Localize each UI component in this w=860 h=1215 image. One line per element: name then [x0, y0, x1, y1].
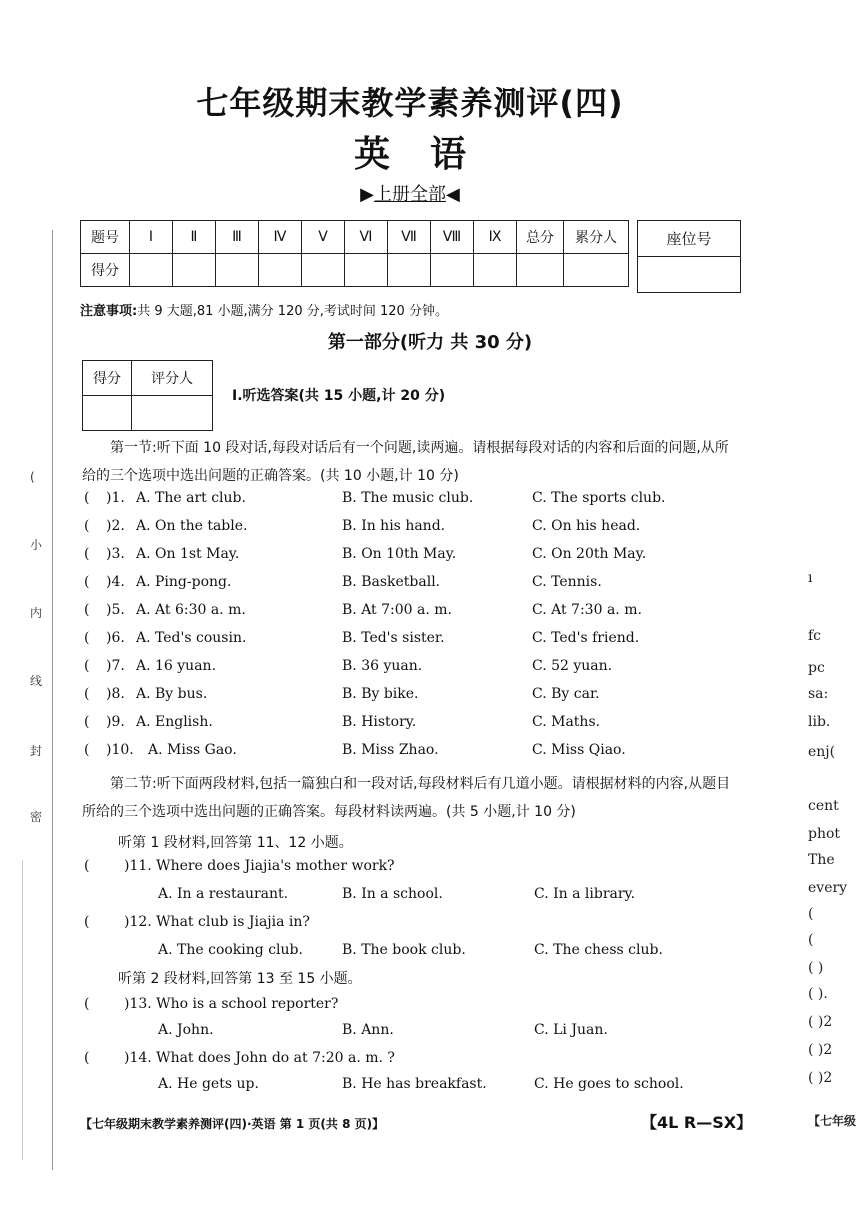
option-c: C. He goes to school.	[534, 1076, 684, 1092]
list-item	[82, 742, 742, 770]
question-number: )8.	[106, 686, 125, 702]
page-footer: 【七年级期末教学素养测评(四)·英语 第 1 页(共 8 页)】	[80, 1117, 385, 1131]
option-c: C. At 7:30 a. m.	[532, 602, 642, 618]
next-page-fragment: (	[808, 906, 814, 922]
score-header-cell: 累分人	[564, 221, 629, 254]
question-line	[82, 1050, 742, 1078]
option-c: C. By car.	[532, 686, 600, 702]
answer-paren: (	[84, 546, 90, 562]
grader-name-cell	[132, 396, 213, 431]
score-cell	[517, 254, 564, 287]
answer-paren: (	[84, 996, 90, 1012]
option-a: A. On the table.	[136, 518, 248, 534]
answer-paren: (	[84, 518, 90, 534]
next-page-fragment: ( )2	[808, 1070, 833, 1086]
option-c: C. On 20th May.	[532, 546, 647, 562]
score-cell	[130, 254, 173, 287]
list-item	[82, 574, 742, 602]
score-cell	[564, 254, 629, 287]
exam-title: 七年级期末教学素养测评(四)	[196, 84, 624, 122]
triangle-right-icon: ▶	[360, 184, 374, 205]
listen-instruction: 听第 1 段材料,回答第 11、12 小题。	[118, 835, 353, 851]
answer-paren: (	[84, 490, 90, 506]
option-c: C. 52 yuan.	[532, 658, 613, 674]
next-page-fragment: lib.	[808, 714, 831, 730]
option-a: A. English.	[136, 714, 213, 730]
notice	[80, 300, 448, 319]
grader-box	[82, 360, 213, 431]
score-header-cell: Ⅰ	[130, 221, 173, 254]
question-number: )1.	[106, 490, 125, 506]
grader-score-label: 得分	[83, 361, 132, 396]
answer-paren: (	[84, 686, 90, 702]
score-header-cell: Ⅸ	[474, 221, 517, 254]
next-page-fragment: every	[808, 880, 848, 896]
score-cell	[345, 254, 388, 287]
next-page-fragment: ( )	[808, 960, 824, 976]
answer-paren: (	[84, 914, 90, 930]
option-c: C. Maths.	[532, 714, 601, 730]
score-header-cell: Ⅳ	[259, 221, 302, 254]
question-number: )5.	[106, 602, 125, 618]
margin-char: 密	[30, 810, 43, 824]
option-a: A. Ted's cousin.	[136, 630, 247, 646]
page-code: 【4L R—SX】	[641, 1113, 753, 1132]
list-item	[82, 518, 742, 546]
option-a: A. 16 yuan.	[136, 658, 217, 674]
margin-char: 封	[30, 744, 43, 758]
next-page-fragment: ( )2	[808, 1014, 833, 1030]
score-header-cell: Ⅱ	[173, 221, 216, 254]
option-b: B. Ann.	[342, 1022, 394, 1038]
seat-table	[637, 220, 741, 293]
seat-label: 座位号	[638, 221, 741, 257]
question-number: )2.	[106, 518, 125, 534]
grader-score-cell	[83, 396, 132, 431]
list-item	[82, 602, 742, 630]
options-line	[82, 942, 742, 970]
options-line	[82, 1076, 742, 1104]
score-header-cell: 总分	[517, 221, 564, 254]
score-table-score-row	[81, 254, 629, 287]
option-b: B. In a school.	[342, 886, 443, 902]
score-cell	[216, 254, 259, 287]
score-header-cell: Ⅲ	[216, 221, 259, 254]
option-c: C. Li Juan.	[534, 1022, 608, 1038]
option-a: A. At 6:30 a. m.	[136, 602, 246, 618]
list-item	[82, 546, 742, 574]
question-text: )14. What does John do at 7:20 a. m. ?	[124, 1050, 395, 1066]
answer-paren: (	[84, 1050, 90, 1066]
score-cell	[259, 254, 302, 287]
notice-label: 注意事项:	[80, 304, 138, 319]
exam-subject: 英语	[353, 134, 506, 175]
question-text: )11. Where does Jiajia's mother work?	[124, 858, 395, 874]
option-c: C. In a library.	[534, 886, 636, 902]
next-page-fragment: ı	[808, 570, 813, 586]
option-c: C. Tennis.	[532, 574, 602, 590]
score-cell	[431, 254, 474, 287]
next-page-fragment: enj(	[808, 744, 836, 760]
next-page-fragment: (	[808, 932, 814, 948]
section-a-intro: 第一节:听下面 10 段对话,每段对话后有一个问题,读两遍。请根据每段对话的内容和后面的问题,从所给的三个选项中选出问题的正确答案。(共 10 小题,计 10 分)	[82, 440, 729, 484]
list-item	[82, 686, 742, 714]
section-title: Ⅰ.听选答案(共 15 小题,计 20 分)	[232, 388, 446, 404]
option-a: A. In a restaurant.	[158, 886, 289, 902]
listen-instruction: 听第 2 段材料,回答第 13 至 15 小题。	[118, 971, 362, 987]
answer-paren: (	[84, 630, 90, 646]
score-table-header-row	[81, 221, 629, 254]
option-a: A. Miss Gao.	[148, 742, 237, 758]
option-a: A. By bus.	[136, 686, 208, 702]
score-cell	[302, 254, 345, 287]
question-number: )9.	[106, 714, 125, 730]
option-a: A. The cooking club.	[158, 942, 303, 958]
answer-paren: (	[84, 742, 90, 758]
next-page-fragment: pc	[808, 660, 825, 676]
question-number: )4.	[106, 574, 125, 590]
answer-paren: (	[84, 602, 90, 618]
question-text: )12. What club is Jiajia in?	[124, 914, 310, 930]
margin-char: (	[30, 470, 35, 484]
scope-label: 上册全部	[374, 184, 446, 205]
option-a: A. On 1st May.	[136, 546, 240, 562]
next-page-fragment: phot	[808, 826, 841, 842]
score-cell	[173, 254, 216, 287]
binding-line	[52, 230, 53, 1170]
question-line	[82, 996, 742, 1024]
option-a: A. John.	[158, 1022, 214, 1038]
section-b-intro: 第二节:听下面两段材料,包括一篇独白和一段对话,每段材料后有几道小题。请根据材料的内容,从题目所给的三个选项中选出问题的正确答案。每段材料读两遍。(共 5 小题,计 10 分)	[82, 776, 731, 820]
score-table	[80, 220, 629, 287]
score-cell	[474, 254, 517, 287]
answer-paren: (	[84, 858, 90, 874]
question-line	[82, 858, 742, 886]
answer-paren: (	[84, 658, 90, 674]
question-line	[82, 914, 742, 942]
option-b: B. Basketball.	[342, 574, 441, 590]
question-number: )7.	[106, 658, 125, 674]
question-text: )13. Who is a school reporter?	[124, 996, 339, 1012]
option-b: B. On 10th May.	[342, 546, 457, 562]
next-page-fragment: cent	[808, 798, 839, 814]
question-number: )3.	[106, 546, 125, 562]
option-c: C. Miss Qiao.	[532, 742, 626, 758]
option-b: B. The music club.	[342, 490, 474, 506]
score-header-cell: Ⅶ	[388, 221, 431, 254]
part-title: 第一部分(听力 共 30 分)	[327, 332, 533, 353]
option-b: B. 36 yuan.	[342, 658, 423, 674]
seat-cell	[638, 257, 741, 293]
answer-paren: (	[84, 714, 90, 730]
score-cell	[388, 254, 431, 287]
option-b: B. History.	[342, 714, 417, 730]
option-b: B. He has breakfast.	[342, 1076, 487, 1092]
triangle-left-icon: ◀	[446, 184, 460, 205]
option-b: B. Ted's sister.	[342, 630, 445, 646]
option-a: A. Ping-pong.	[136, 574, 232, 590]
option-a: A. He gets up.	[158, 1076, 259, 1092]
option-b: B. By bike.	[342, 686, 419, 702]
next-page-fragment: 【七年级	[808, 1114, 857, 1128]
next-page-fragment: The	[808, 852, 835, 868]
question-number: )10.	[106, 742, 134, 758]
option-c: C. The chess club.	[534, 942, 663, 958]
options-line	[82, 1022, 742, 1050]
list-item	[82, 714, 742, 742]
grader-name-label: 评分人	[132, 361, 213, 396]
next-page-fragment: sa:	[808, 686, 829, 702]
margin-char: 内	[30, 606, 43, 620]
score-header-cell: Ⅴ	[302, 221, 345, 254]
score-header-cell: 题号	[81, 221, 130, 254]
next-page-fragment: ( )2	[808, 1042, 833, 1058]
score-row-label: 得分	[81, 254, 130, 287]
exam-scope	[0, 180, 820, 206]
option-b: B. In his hand.	[342, 518, 446, 534]
notice-text: 共 9 大题,81 小题,满分 120 分,考试时间 120 分钟。	[137, 304, 448, 319]
answer-paren: (	[84, 574, 90, 590]
margin-char: 小	[30, 538, 43, 552]
list-item	[82, 630, 742, 658]
margin-char: 线	[30, 674, 43, 688]
option-b: B. The book club.	[342, 942, 466, 958]
option-c: C. On his head.	[532, 518, 641, 534]
option-b: B. At 7:00 a. m.	[342, 602, 452, 618]
question-number: )6.	[106, 630, 125, 646]
next-page-fragment: ( ).	[808, 986, 828, 1002]
score-header-cell: Ⅵ	[345, 221, 388, 254]
option-c: C. The sports club.	[532, 490, 666, 506]
binding-line-outer	[22, 860, 23, 1160]
option-b: B. Miss Zhao.	[342, 742, 439, 758]
list-item	[82, 490, 742, 518]
option-a: A. The art club.	[136, 490, 246, 506]
options-line	[82, 886, 742, 914]
score-header-cell: Ⅷ	[431, 221, 474, 254]
option-c: C. Ted's friend.	[532, 630, 640, 646]
list-item	[82, 658, 742, 686]
next-page-fragment: fc	[808, 628, 822, 644]
